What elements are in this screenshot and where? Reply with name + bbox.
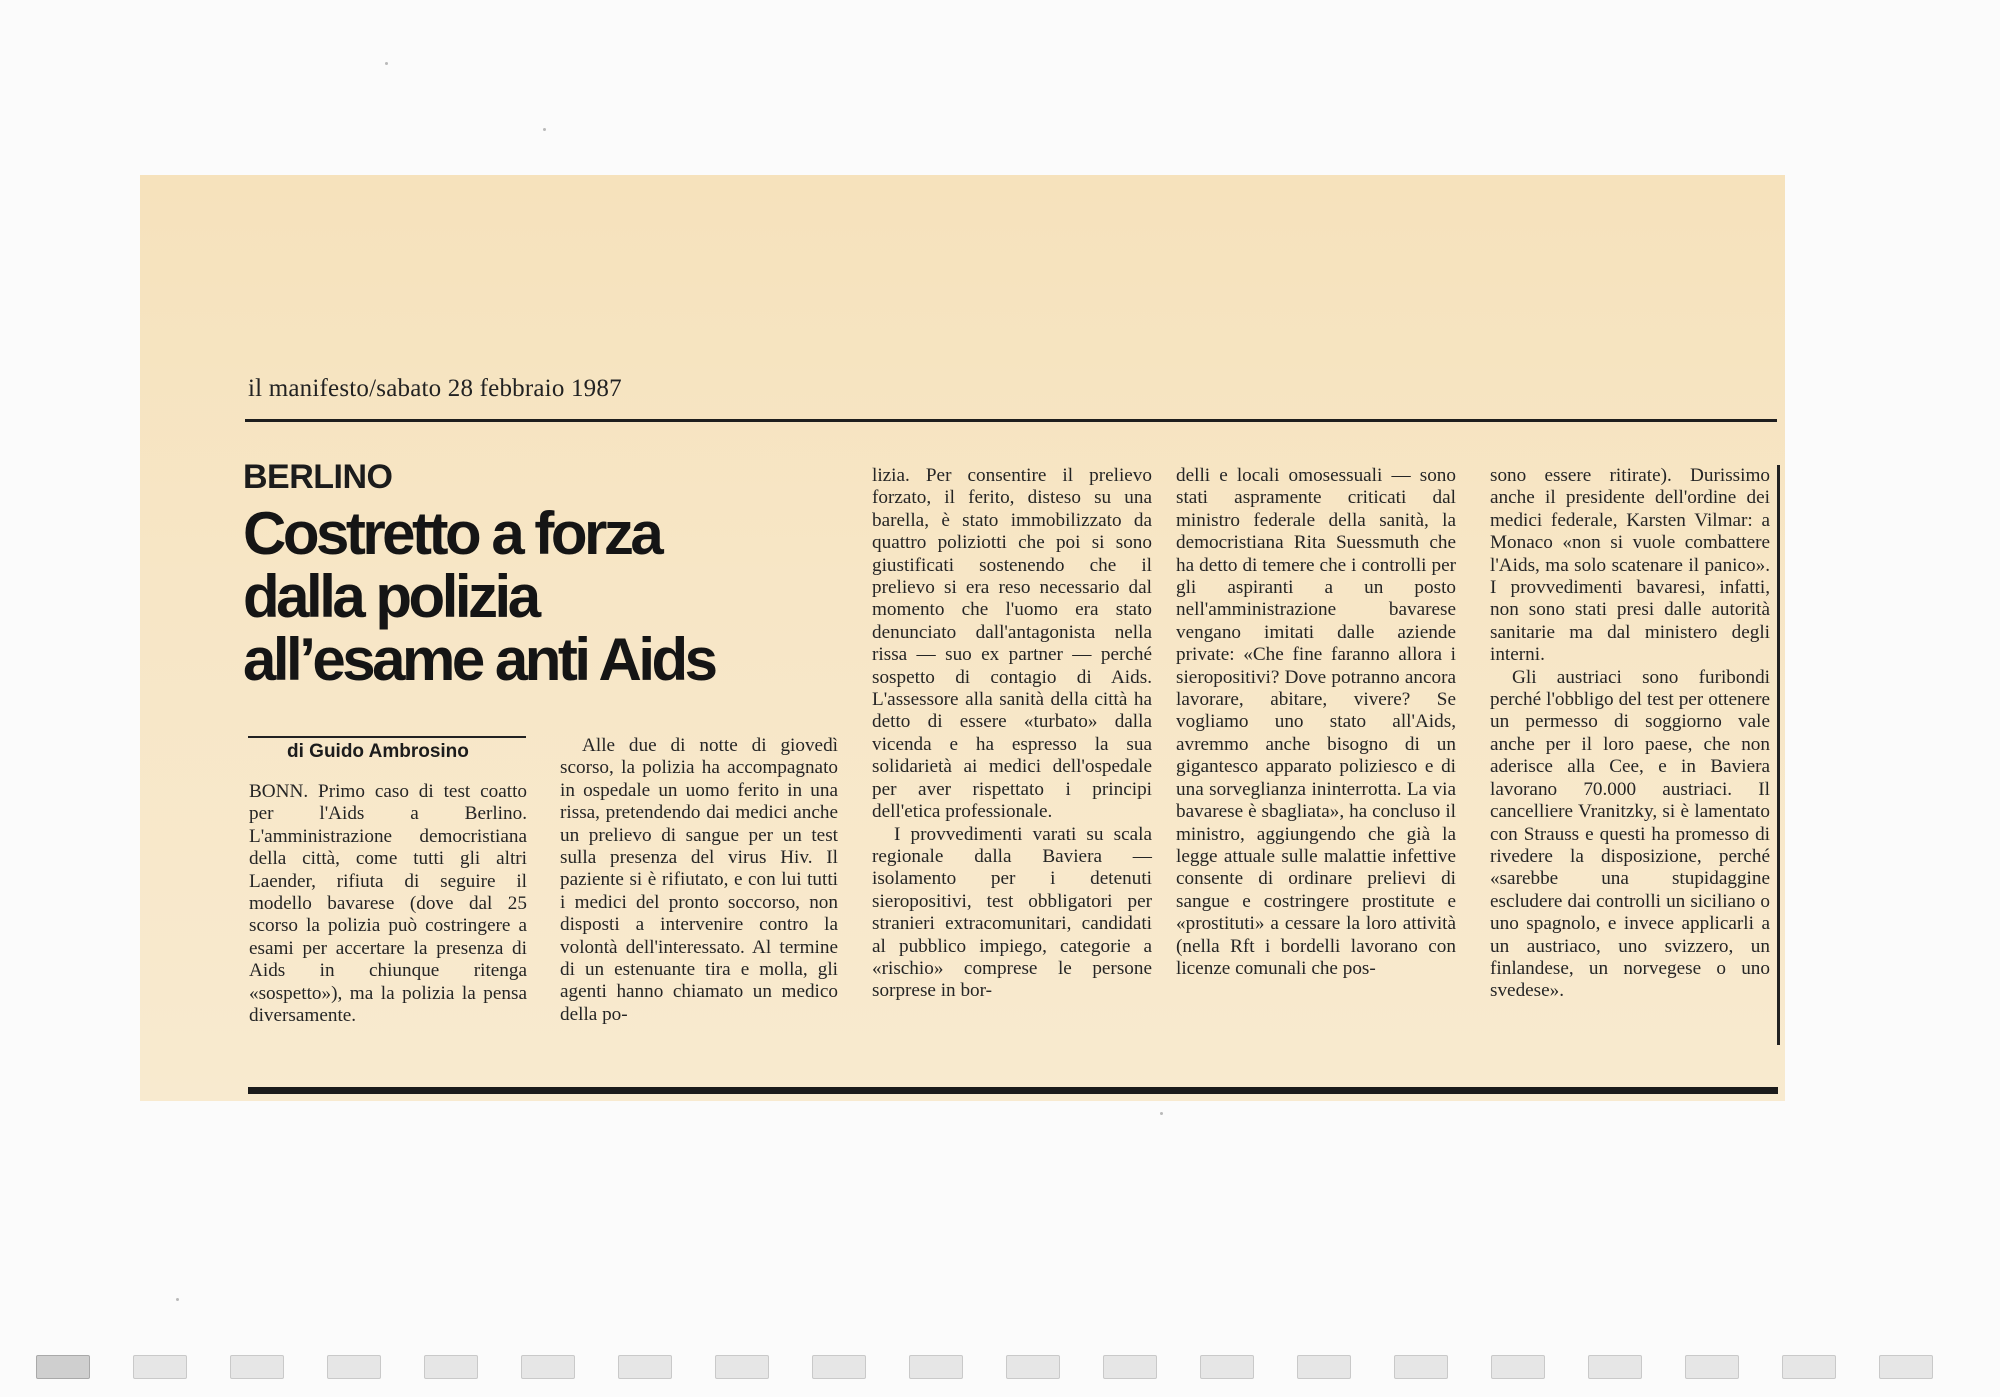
index-tab	[133, 1355, 187, 1379]
paragraph: delli e locali omosessuali — sono stati aspramente criticati dal ministro federale della sanità, la democristiana Rita Suessmuth che ha detto di temere che i controlli per gli aspiranti a un posto nell'amministrazione bavarese vengano imitati dalle aziende private: «Che fine faranno allora i sieropositivi? Dove potranno ancora lavorare, abitare, vivere? Se vogliamo uno stato all'Aids, avremmo anche bisogno di un gigantesco apparato poliziesco e di una sorveglianza ininterrotta. La via bavarese è sbagliata», ha concluso il ministro, aggiungendo che già la legge attuale sulle malattie infettive consente di ordinare prelievi di sangue e costringere prostitute e «prostituti» a cessare la loro attività (nella Rft i bordelli lavorano con licenze comunali che pos-	[1176, 465, 1456, 979]
paragraph: BONN. Primo caso di test coatto per l'Aids a Berlino. L'amministrazione democristiana della città, come tutti gli altri Laender, rifiuta di seguire il modello bavarese (dove dal 25 scorso la polizia può costringere a esami per accertare la presenza di Aids in chiunque ritenga «sospetto»), ma la polizia la pensa diversamente.	[249, 781, 527, 1027]
byline: di Guido Ambrosino	[287, 741, 469, 762]
paragraph: sono essere ritirate). Durissimo anche il presidente dell'ordine dei medici federale, Karsten Vilmar: a Monaco «non si vuole combattere l'Aids, ma solo scatenare il panico». I provvedimenti bavaresi, infatti, non sono stati presi dalle autorità sanitarie ma dal ministero degli interni.	[1490, 465, 1770, 666]
speck	[1160, 1112, 1163, 1115]
article-column-5	[1490, 465, 1770, 1003]
paragraph: lizia. Per consentire il prelievo forzato, il ferito, disteso su una barella, è stato immobilizzato da quattro poliziotti che poi si sono giustificati sostenendo che il prelievo si era reso necessario dal momento che l'uomo era stato denunciato dall'antagonista nella rissa — suo ex partner — perché sospetto di contagio di Aids. L'assessore alla sanità della città ha detto di essere «turbato» dalla vicenda e ha espresso la sua solidarietà ai medici dell'ospedale per aver rispettato i principi dell'etica professionale.	[872, 465, 1152, 823]
byline-rule	[248, 736, 526, 738]
paragraph: Alle due di notte di giovedì scorso, la polizia ha accompagnato in ospedale un uomo ferito in una rissa, pretendendo dai medici anche un prelievo di sangue per un test sulla presenza del virus Hiv. Il paziente si è rifiutato, e con lui tutti i medici del pronto soccorso, non disposti a intervenire contro la volontà dell'interessato. Al termine di un estenuante tira e molla, gli agenti hanno chiamato un medico della po-	[560, 735, 838, 1025]
bottom-rule	[248, 1087, 1778, 1094]
index-tab	[1879, 1355, 1933, 1379]
index-tab	[1491, 1355, 1545, 1379]
article-column-1	[249, 781, 527, 1027]
index-tab	[1685, 1355, 1739, 1379]
headline	[243, 502, 803, 691]
index-tab	[230, 1355, 284, 1379]
index-tab	[1200, 1355, 1254, 1379]
speck	[176, 1298, 179, 1301]
index-tab	[36, 1355, 90, 1379]
paragraph: Gli austriaci sono furibondi perché l'obbligo del test per ottenere un permesso di soggiorno vale anche per il loro paese, che non aderisce alla Cee, e in Baviera lavorano 70.000 austriaci. Il cancelliere Vranitzky, si è lamentato con Strauss e questi ha promesso di rivedere la disposizione, perché «sarebbe una stupidaggine escludere dai controlli un siciliano o uno spagnolo, e invece applicarli a un austriaco, uno svizzero, un finlandese, un norvegese o uno svedese».	[1490, 666, 1770, 1002]
kicker: BERLINO	[243, 458, 393, 496]
newspaper-clipping	[140, 175, 1785, 1101]
index-tab	[909, 1355, 963, 1379]
index-tab	[1006, 1355, 1060, 1379]
masthead: il manifesto/sabato 28 febbraio 1987	[248, 375, 622, 402]
index-tab	[424, 1355, 478, 1379]
index-tab	[1782, 1355, 1836, 1379]
headline-line: Costretto a forza	[243, 500, 661, 567]
speck	[543, 128, 546, 131]
article-column-2	[560, 735, 838, 1026]
paragraph: I provvedimenti varati su scala regionale dalla Baviera — isolamento per i detenuti sieropositivi, test obbligatori per stranieri extracomunitari, candidati al pubblico impiego, categorie a «rischio» comprese le persone sorprese in bor-	[872, 823, 1152, 1002]
index-tab	[1103, 1355, 1157, 1379]
article-column-4	[1176, 465, 1456, 980]
top-rule	[245, 419, 1777, 422]
index-tab	[812, 1355, 866, 1379]
index-tab	[327, 1355, 381, 1379]
headline-line: dalla polizia	[243, 563, 538, 630]
index-tab	[521, 1355, 575, 1379]
index-tab	[1297, 1355, 1351, 1379]
index-tab	[1394, 1355, 1448, 1379]
speck	[385, 62, 388, 65]
right-border-line	[1777, 465, 1780, 1045]
scanner-index-tabs	[36, 1355, 1966, 1381]
headline-line: all’esame anti Aids	[243, 626, 715, 693]
index-tab	[1588, 1355, 1642, 1379]
article-column-3	[872, 465, 1152, 1003]
index-tab	[715, 1355, 769, 1379]
index-tab	[618, 1355, 672, 1379]
